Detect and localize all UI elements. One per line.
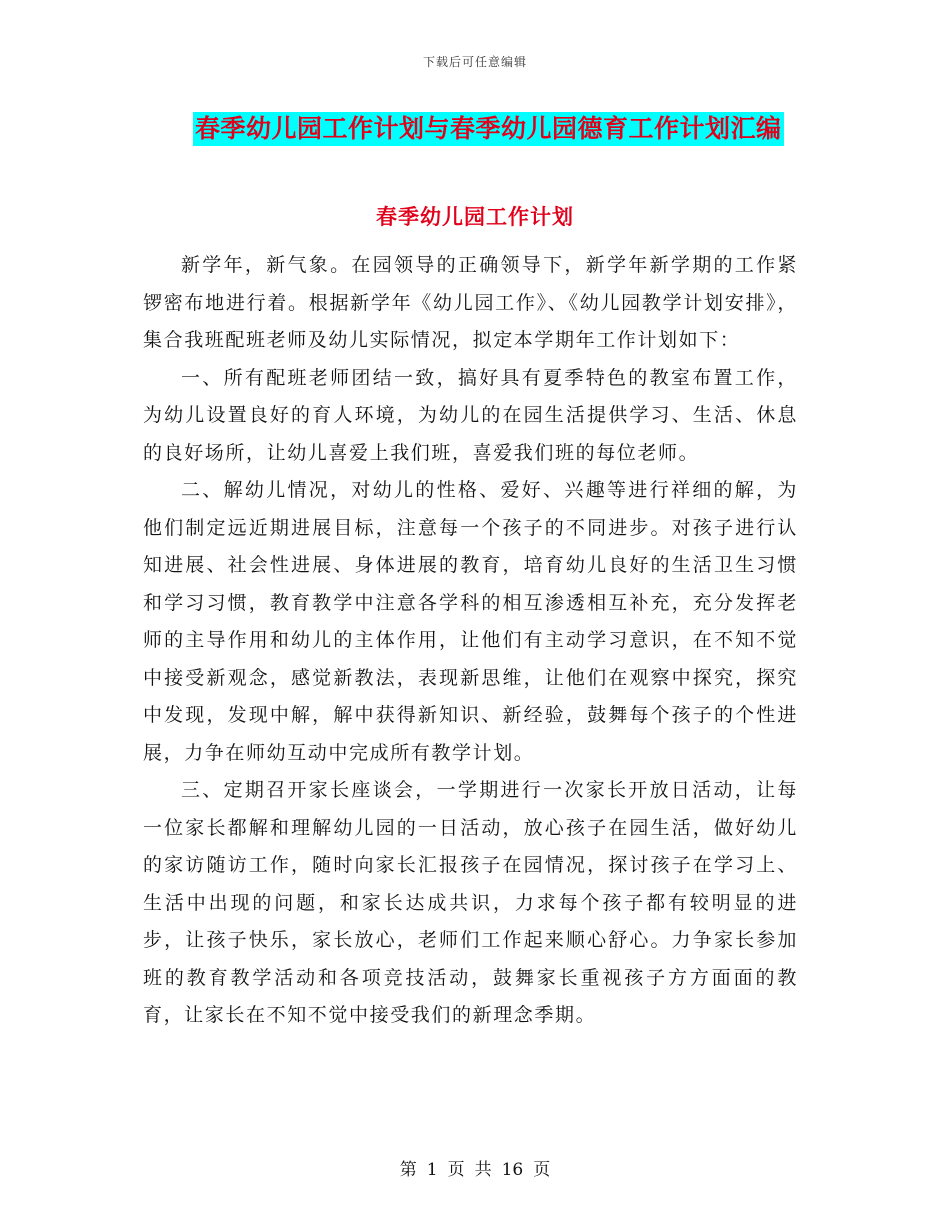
body-text <box>143 247 798 1035</box>
page-footer <box>0 1155 950 1180</box>
document-title: 春季幼儿园工作计划与春季幼儿园德育工作计划汇编 <box>193 112 784 146</box>
footer-total-prefix: 共 <box>474 1160 492 1180</box>
paragraph-intro: 新学年，新气象。在园领导的正确领导下，新学年新学期的工作紧锣密布地进行着。根据新学年《幼儿园工作》、《幼儿园教学计划安排》，集合我班配班老师及幼儿实际情况，拟定本学期年工作计划如下： <box>143 254 798 351</box>
paragraph-item-3: 三、定期召开家长座谈会，一学期进行一次家长开放日活动，让每一位家长都解和理解幼儿园的一日活动，放心孩子在园生活，做好幼儿的家访随访工作，随时向家长汇报孩子在园情况，探讨孩子在学习上、生活中出现的问题，和家长达成共识，力求每个孩子都有较明显的进步，让孩子快乐，家长放心，老师们工作起来顺心舒心。力争家长参加班的教育教学活动和各项竞技活动，鼓舞家长重视孩子方方面面的教育，让家长在不知不觉中接受我们的新理念季期。 <box>143 779 798 1026</box>
paragraph-item-2: 二、解幼儿情况，对幼儿的性格、爱好、兴趣等进行祥细的解，为他们制定远近期进展目标，注意每一个孩子的不同进步。对孩子进行认知进展、社会性进展、身体进展的教育，培育幼儿良好的生活卫生习惯和学习习惯，教育教学中注意各学科的相互渗透相互补充，充分发挥老师的主导作用和幼儿的主体作用，让他们有主动学习意识，在不知不觉中接受新观念，感觉新教法，表现新思维，让他们在观察中探究，探究中发现，发现中解，解中获得新知识、新经验，鼓舞每个孩子的个性进展，力争在师幼互动中完成所有教学计划。 <box>143 479 798 764</box>
footer-page-number: 1 <box>426 1160 438 1180</box>
footer-page-prefix: 第 <box>399 1160 417 1180</box>
header-note: 下载后可任意编辑 <box>422 55 527 69</box>
section-title: 春季幼儿园工作计划 <box>376 204 574 229</box>
footer-total-label: 页 <box>533 1160 551 1180</box>
footer-total-pages: 16 <box>501 1160 524 1180</box>
footer-page-label: 页 <box>447 1160 465 1180</box>
paragraph-item-1: 一、所有配班老师团结一致，搞好具有夏季特色的教室布置工作，为幼儿设置良好的育人环境，为幼儿的在园生活提供学习、生活、休息的良好场所，让幼儿喜爱上我们班，喜爱我们班的每位老师。 <box>143 366 798 464</box>
